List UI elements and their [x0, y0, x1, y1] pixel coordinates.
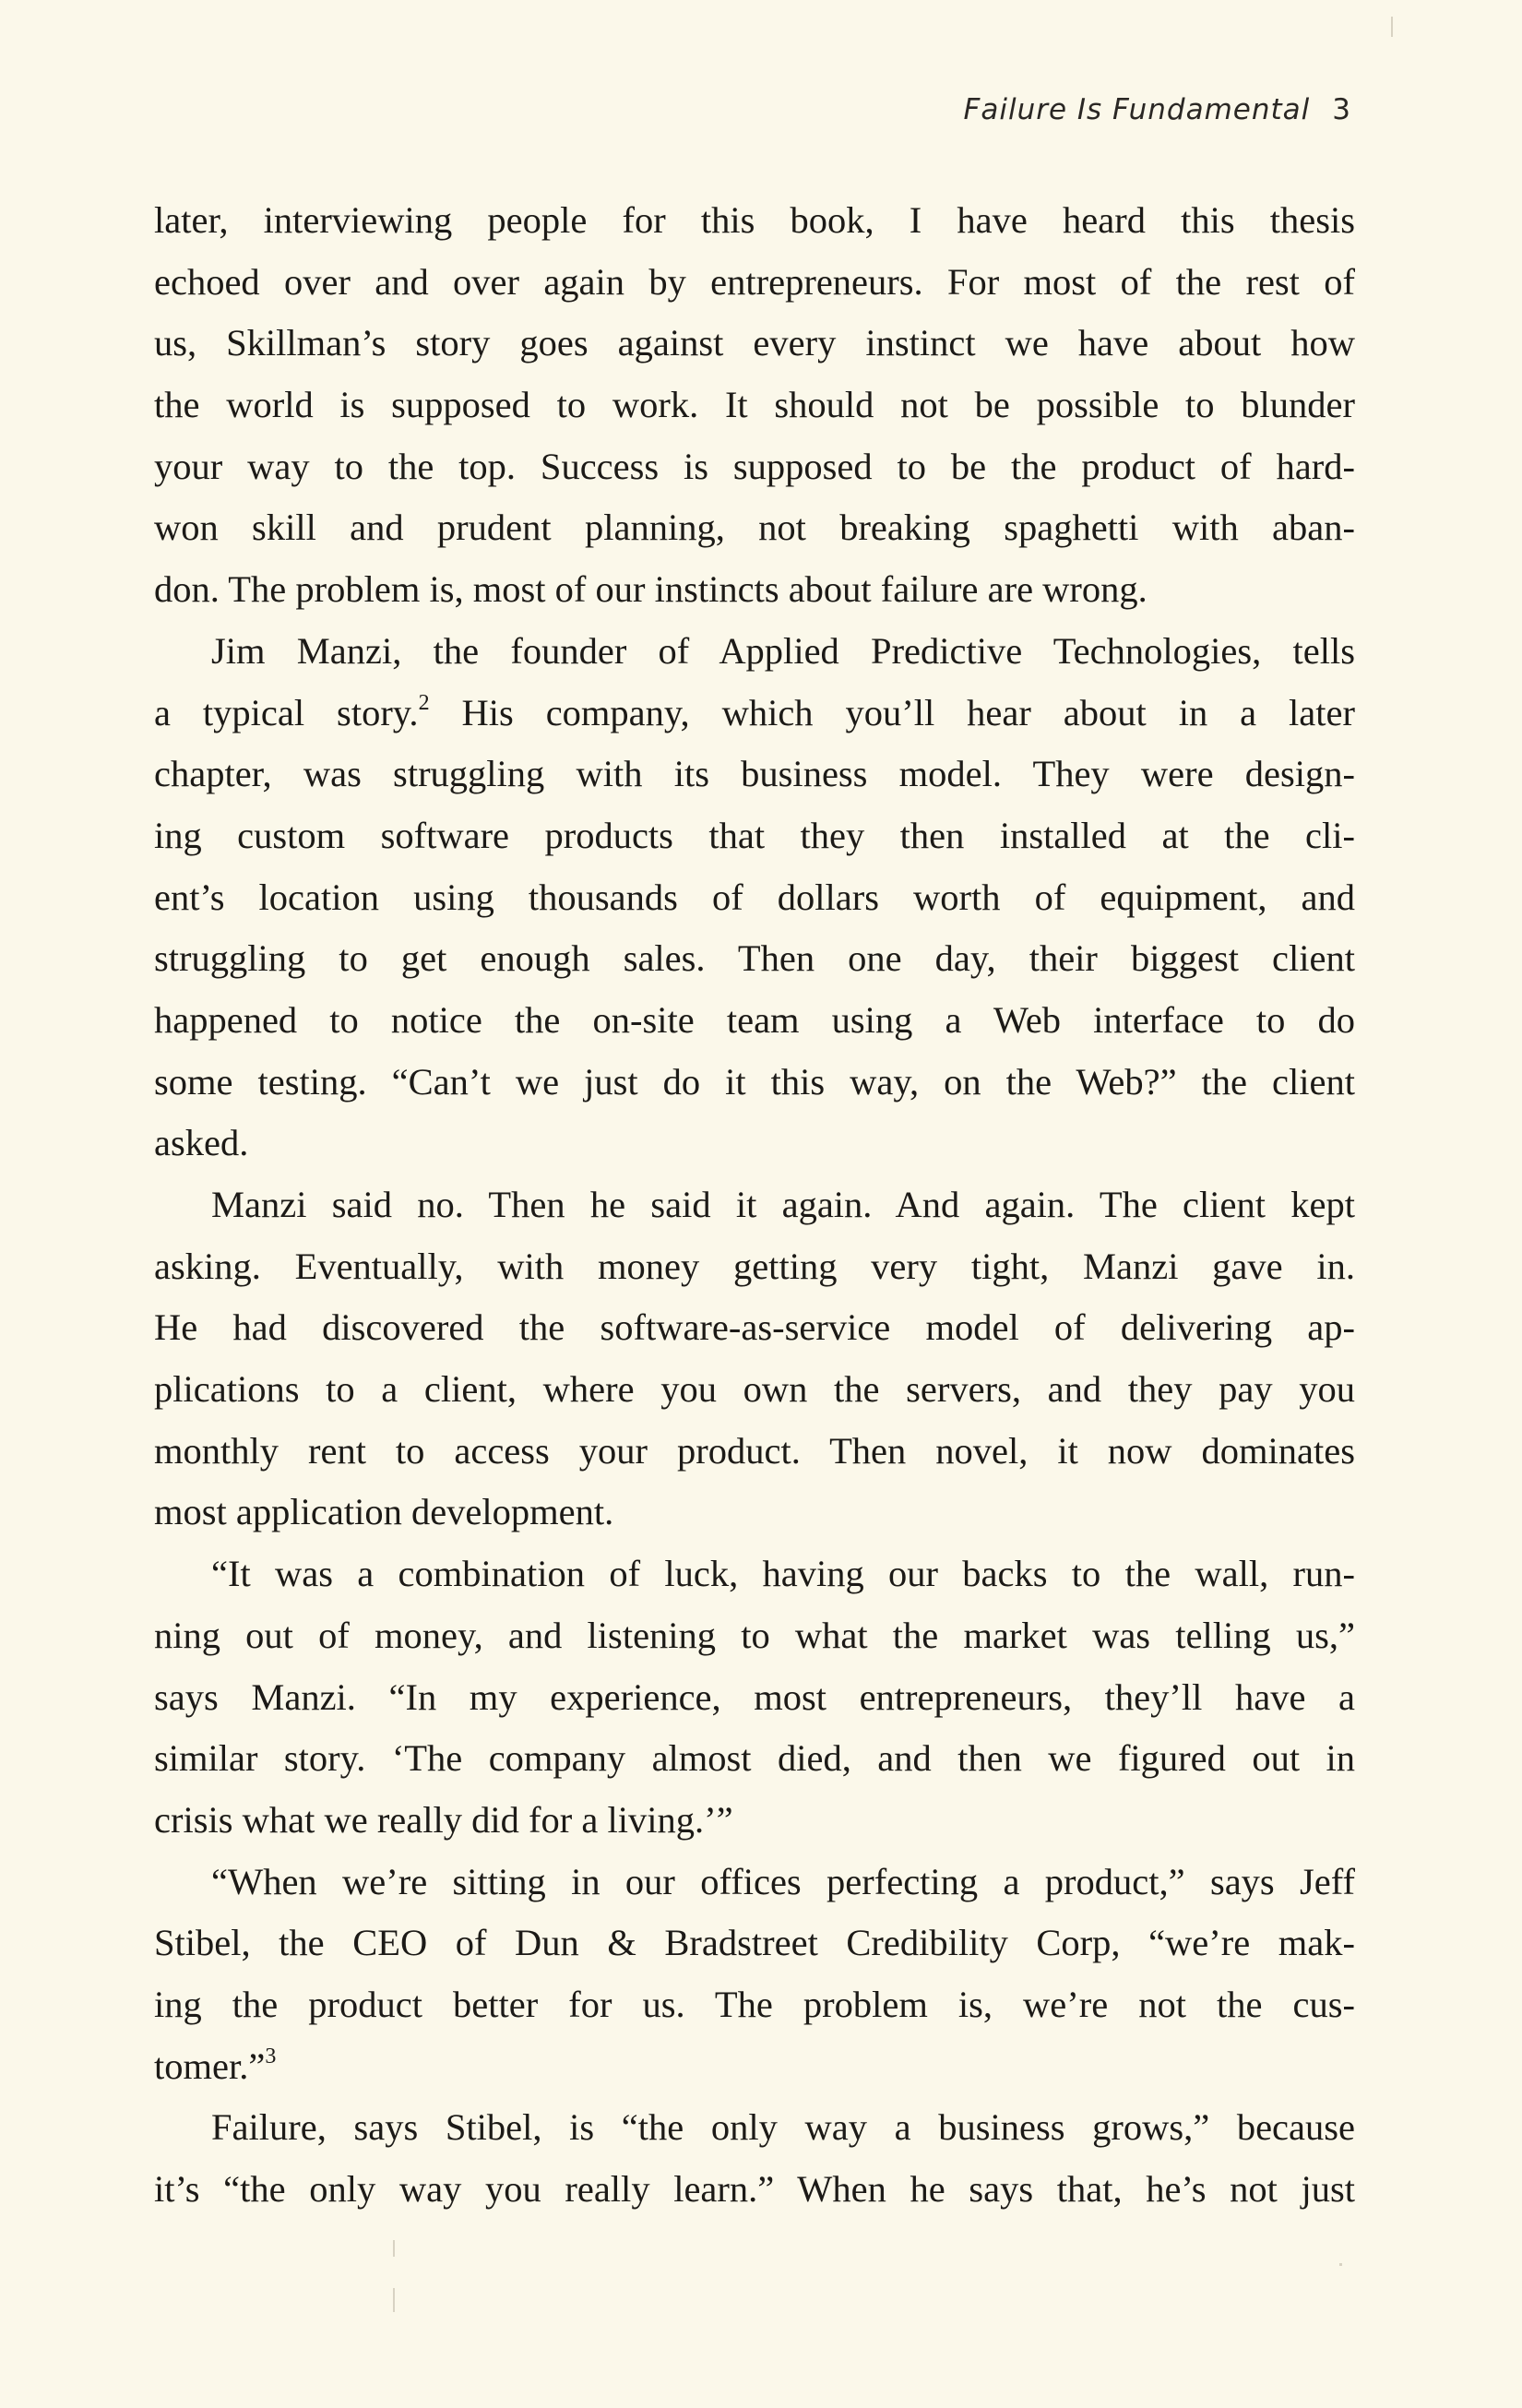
- body-line: ing custom software products that they then installed at the cli-: [154, 814, 1355, 856]
- body-line: monthly rent to access your product. Then novel, it now dominates: [154, 1429, 1355, 1472]
- body-text-segment: His company, which you’ll hear about in a later: [429, 691, 1356, 733]
- footnote-marker: 3: [265, 2044, 277, 2068]
- paper-speck: [393, 2288, 395, 2312]
- body-line: later, interviewing people for this book, I have heard this thesis: [154, 199, 1355, 241]
- body-line: similar story. ‘The company almost died, and then we figured out in: [154, 1737, 1355, 1780]
- body-line: Stibel, the CEO of Dun & Bradstreet Credibility Corp, “we’re mak-: [154, 1922, 1355, 1964]
- body-line: your way to the top. Success is supposed to be the product of hard-: [154, 445, 1355, 487]
- body-line-with-footnote: [154, 2036, 1355, 2098]
- running-head-title: Failure Is Fundamental: [963, 93, 1311, 126]
- body-line: echoed over and over again by entrepreneurs. For most of the rest of: [154, 260, 1355, 303]
- body-line: it’s “the only way you really learn.” When he says that, he’s not just: [154, 2168, 1355, 2210]
- body-line: some testing. “Can’t we just do it this way, on the Web?” the client: [154, 1060, 1355, 1103]
- body-line: happened to notice the on-site team using a Web interface to do: [154, 998, 1355, 1041]
- paper-speck: [1391, 17, 1393, 37]
- body-line: Jim Manzi, the founder of Applied Predictive Technologies, tells: [211, 629, 1355, 672]
- body-line: “It was a combination of luck, having our backs to the wall, run-: [211, 1553, 1355, 1595]
- paper-speck: [393, 2240, 395, 2257]
- body-line: “When we’re sitting in our offices perfecting a product,” says Jeff: [211, 1860, 1355, 1902]
- body-text: [154, 190, 1355, 2221]
- body-line: crisis what we really did for a living.’”: [154, 1798, 733, 1841]
- body-line: plications to a client, where you own the servers, and they pay you: [154, 1368, 1355, 1411]
- body-line: says Manzi. “In my experience, most entrepreneurs, they’ll have a: [154, 1675, 1355, 1718]
- body-line: us, Skillman’s story goes against every instinct we have about how: [154, 322, 1355, 364]
- body-line: asking. Eventually, with money getting very tight, Manzi gave in.: [154, 1245, 1355, 1287]
- body-line-with-footnote: [154, 683, 1355, 745]
- body-line: don. The problem is, most of our instincts about failure are wrong.: [154, 568, 1147, 611]
- body-line: chapter, was struggling with its business model. They were design-: [154, 753, 1355, 795]
- body-text-segment: tomer.”: [154, 2044, 266, 2087]
- body-line: ent’s location using thousands of dollars worth of equipment, and: [154, 876, 1355, 918]
- footnote-marker: 2: [418, 690, 430, 715]
- body-line: the world is supposed to work. It should not be possible to blunder: [154, 384, 1355, 426]
- paper-speck: [1339, 2263, 1342, 2266]
- body-line: asked.: [154, 1122, 249, 1164]
- body-line: most application development.: [154, 1491, 614, 1533]
- running-head: [964, 93, 1351, 126]
- body-line: ing the product better for us. The problem is, we’re not the cus-: [154, 1983, 1355, 2025]
- page-number: 3: [1332, 93, 1351, 126]
- body-line: won skill and prudent planning, not breaking spaghetti with aban-: [154, 507, 1355, 549]
- body-line: He had discovered the software-as-service model of delivering ap-: [154, 1306, 1355, 1349]
- body-line: Failure, says Stibel, is “the only way a business grows,” because: [211, 2106, 1355, 2149]
- body-line: ning out of money, and listening to what the market was telling us,”: [154, 1614, 1355, 1656]
- body-line: Manzi said no. Then he said it again. And again. The client kept: [211, 1184, 1355, 1225]
- body-line: struggling to get enough sales. Then one day, their biggest client: [154, 937, 1355, 980]
- body-text-segment: a typical story.: [154, 691, 419, 733]
